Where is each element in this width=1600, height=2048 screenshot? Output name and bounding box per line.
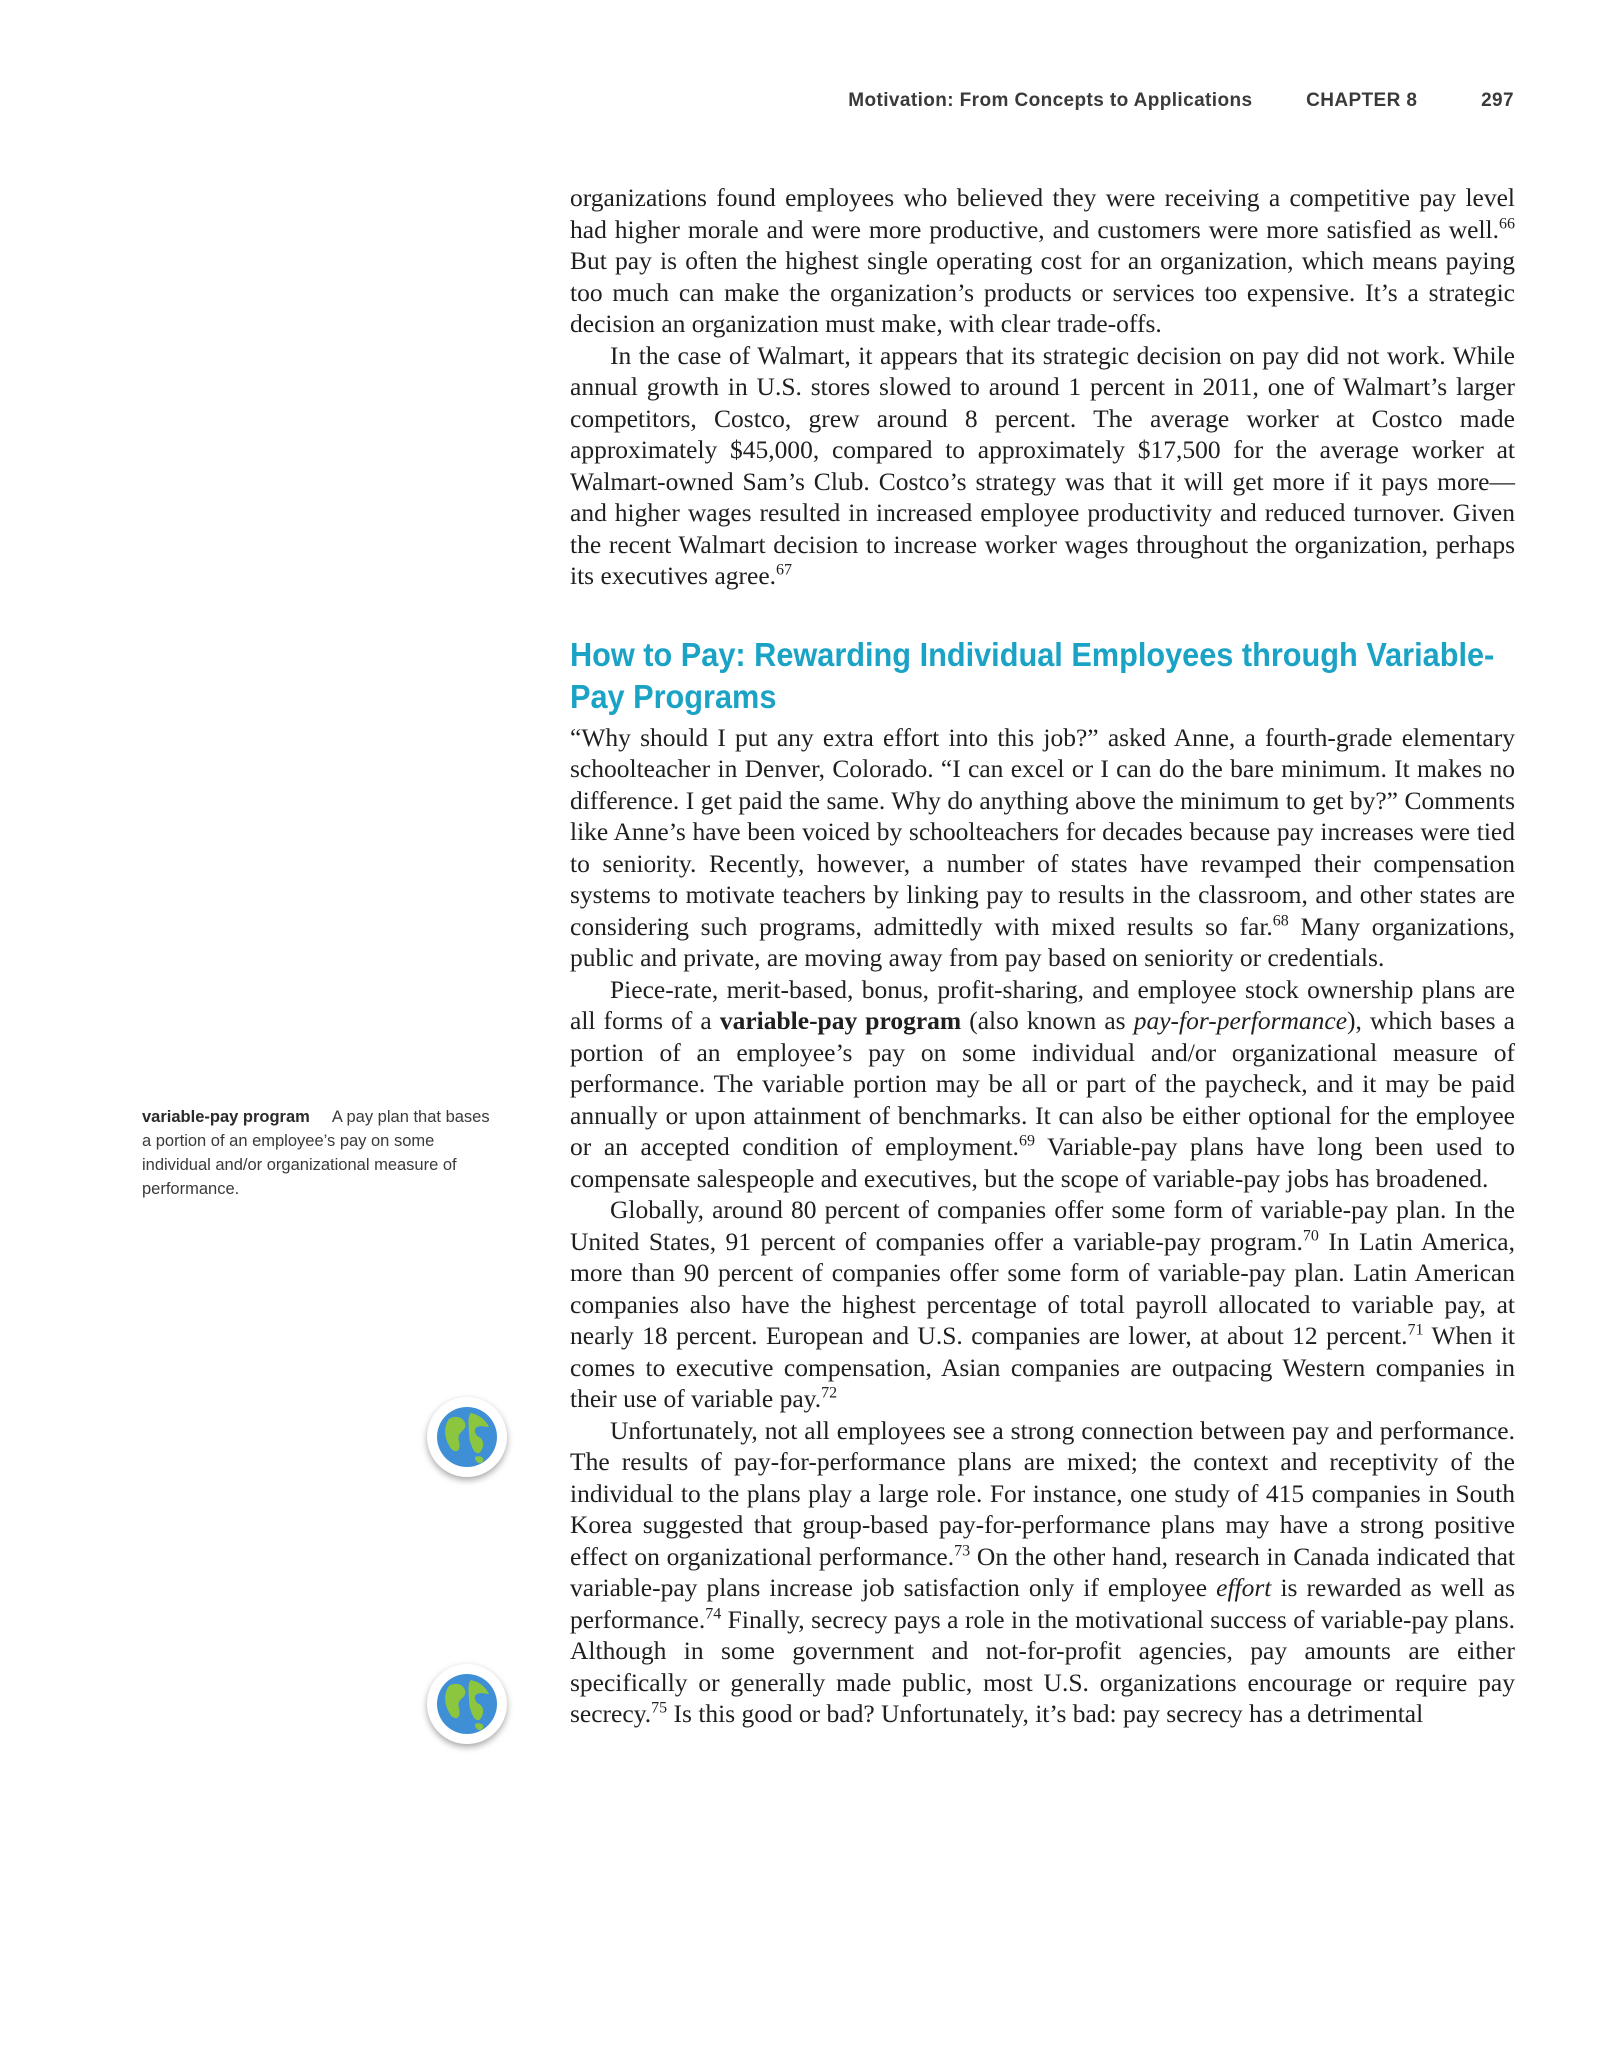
page-number: 297 [1481,90,1514,111]
key-term: variable-pay program [719,1006,962,1035]
text-span: Finally, secrecy pays a role in the motivational success of variable-pay plans. Although in some government and not-for-profit agencies, pay amounts are either specifically or generally made public, most U.S. organizations encourage or require pay secrecy. [570,1604,1515,1728]
footnote-ref: 74 [705,1605,722,1622]
footnote-ref: 69 [1018,1132,1035,1150]
text-span: “Why should I put any extra effort into this job?” asked Anne, a fourth-grade elementary schoolteacher in Denver, Colorado. “I can excel or I can do the bare minimum. It makes no difference. I get paid the same. Why do anything above the minimum to get by?” Comments like Anne’s have been voiced by schoolteachers for decades because pay increases were tied to seniority. Recently, however, a number of states have revamped their compensation systems to motivate teachers by linking pay to results in the classroom, and other states are considering such programs, admittedly with mixed results so far. [570,722,1515,941]
text-span: is rewarded as well as performance. [570,1573,1515,1634]
text-span: In Latin America, more than 90 percent of companies offer some form of variable-pay plan. Latin American companies also have the highest percentage of total payroll allocated to variable pay, at nearly 18 percent. European and U.S. companies are lower, at about 12 percent. [570,1226,1515,1350]
text-span: When it comes to executive compensation, Asian companies are outpacing Western companies in their use of variable pay. [570,1321,1515,1413]
paragraph-1 [570,182,1515,340]
paragraph-3 [570,722,1515,974]
footnote-ref: 71 [1407,1321,1424,1339]
margin-term: variable-pay program [142,1108,310,1126]
running-head-title: Motivation: From Concepts to Applications [848,90,1253,111]
text-span: Variable-pay plans have long been used to compensate salespeople and executives, but the scope of variable-pay jobs has broadened. [570,1132,1515,1193]
text-span: ), which bases a portion of an employee’s pay on some individual and/or organizational measure of performance. The variable portion may be all or part of the paycheck, and it may be paid annually or upon attainment of benchmarks. It can also be either optional for the employee or an accepted condition of employment. [570,1006,1515,1161]
text-span: In the case of Walmart, it appears that its strategic decision on pay did not work. While annual growth in U.S. stores slowed to around 1 percent in 2011, one of Walmart’s larger competitors, Costco, grew around 8 percent. The average worker at Costco made approximately $45,000, compared to approximately $17,500 for the average worker at Walmart-owned Sam’s Club. Costco’s strategy was that it will get more if it pays more—and higher wages resulted in increased employee productivity and reduced turnover. Given the recent Walmart decision to increase worker wages throughout the organization, perhaps its executives agree. [570,340,1515,590]
globe-icon-graphic [435,1405,499,1469]
text-span: Globally, around 80 percent of companies offer some form of variable-pay plan. In the United States, 91 percent of companies offer a variable-pay program. [570,1195,1515,1256]
main-text-column [570,182,1515,1730]
paragraph-6 [570,1415,1515,1730]
text-span: Is this good or bad? Unfortunately, it’s bad: pay secrecy has a detrimental [667,1699,1424,1728]
text-span: Piece-rate, merit-based, bonus, profit-sharing, and employee stock ownership plans are all forms of a [570,974,1515,1035]
section-heading: How to Pay: Rewarding Individual Employees through Variable-Pay Programs [570,635,1495,715]
chapter-label: CHAPTER 8 [1306,90,1418,111]
text-span: (also known as [961,1006,1134,1035]
text-span: But pay is often the highest single operating cost for an organization, which means paying too much can make the organization’s products or services too expensive. It’s a strategic decision an organization must make, with clear trade-offs. [570,246,1515,338]
globe-icon [427,1397,507,1477]
globe-icon-graphic [435,1672,499,1736]
text-span: Unfortunately, not all employees see a strong connection between pay and performance. The results of pay-for-performance plans are mixed; the context and receptivity of the individual to the plans play a large role. For instance, one study of 415 companies in South Korea suggested that group-based pay-for-performance plans may have a strong positive effect on organizational performance. [570,1415,1515,1571]
text-span: organizations found employees who believed they were receiving a competitive pay level had higher morale and were more productive, and customers were more satisfied as well. [570,183,1515,244]
text-span: Many organizations, public and private, are moving away from pay based on seniority or credentials. [570,911,1515,972]
footnote-ref: 72 [821,1384,838,1402]
footnote-ref: 70 [1302,1227,1319,1244]
margin-definition [142,1105,492,1201]
paragraph-4 [570,974,1515,1195]
footnote-ref: 68 [1272,912,1289,929]
italic-term: pay-for-performance [1133,1006,1348,1035]
footnote-ref: 73 [954,1542,971,1559]
text-span: On the other hand, research in Canada indicated that variable-pay plans increase job satisfaction only if employee [570,1541,1515,1602]
margin-definition-text: A pay plan that bases a portion of an employee’s pay on some individual and/or organizational measure of performance. [142,1108,490,1198]
globe-icon [427,1664,507,1744]
footnote-ref: 67 [776,561,793,579]
paragraph-2 [570,340,1515,592]
footnote-ref: 66 [1499,215,1515,232]
italic-term: effort [1216,1573,1272,1602]
footnote-ref: 75 [651,1699,668,1717]
running-head [848,90,1514,112]
paragraph-5 [570,1194,1515,1415]
